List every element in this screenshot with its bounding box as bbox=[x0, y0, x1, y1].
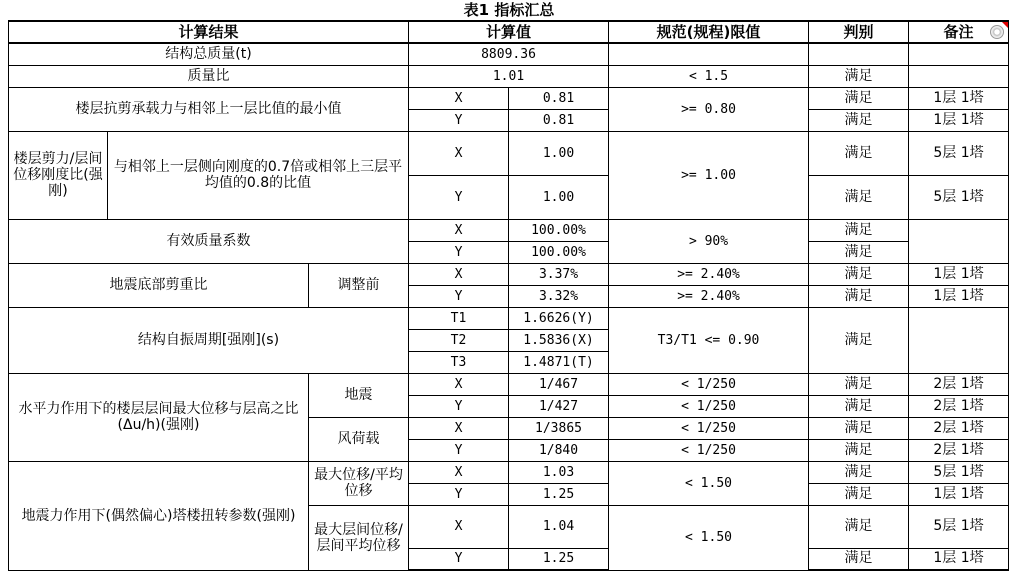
header-row bbox=[9, 21, 1009, 43]
cell-limit: < 1.5 bbox=[609, 65, 809, 87]
row-label: 楼层剪力/层间位移刚度比(强刚) bbox=[9, 131, 108, 219]
cell-limit: < 1.50 bbox=[609, 505, 809, 570]
cell-value: 1.25 bbox=[509, 548, 609, 570]
cell-judge: 满足 bbox=[809, 461, 909, 483]
cell-limit: < 1/250 bbox=[609, 395, 809, 417]
row-label: 楼层抗剪承载力与相邻上一层比值的最小值 bbox=[9, 87, 409, 131]
cell-note: 1层 1塔 bbox=[909, 483, 1009, 505]
header-value: 计算值 bbox=[409, 21, 609, 43]
cell-note: 2层 1塔 bbox=[909, 439, 1009, 461]
cell-judge: 满足 bbox=[809, 307, 909, 373]
cell-note: 1层 1塔 bbox=[909, 263, 1009, 285]
cell-dir: X bbox=[409, 87, 509, 109]
table-row bbox=[9, 461, 1009, 483]
row-label: 有效质量系数 bbox=[9, 219, 409, 263]
cell-limit: < 1/250 bbox=[609, 439, 809, 461]
cell-dir: X bbox=[409, 131, 509, 175]
cell-limit: < 1/250 bbox=[609, 373, 809, 395]
table-title: 表1 指标汇总 bbox=[463, 1, 555, 19]
cell-judge: 满足 bbox=[809, 241, 909, 263]
cell-dir: X bbox=[409, 417, 509, 439]
cell-note bbox=[909, 307, 1009, 373]
table-row bbox=[9, 263, 1009, 285]
cell-value: 1.6626(Y) bbox=[509, 307, 609, 329]
cell-dir: Y bbox=[409, 548, 509, 570]
cell-dir: X bbox=[409, 263, 509, 285]
comment-indicator-icon bbox=[1002, 22, 1008, 28]
cell-judge: 满足 bbox=[809, 548, 909, 570]
cell-note bbox=[909, 219, 1009, 263]
cell-judge: 满足 bbox=[809, 87, 909, 109]
cell-limit bbox=[609, 43, 809, 65]
row-label: 质量比 bbox=[9, 65, 409, 87]
cell-limit: > 90% bbox=[609, 219, 809, 263]
cell-dir: Y bbox=[409, 439, 509, 461]
cell-dir: Y bbox=[409, 175, 509, 219]
cell-limit: >= 2.40% bbox=[609, 285, 809, 307]
cell-judge bbox=[809, 43, 909, 65]
cell-value: 1.04 bbox=[509, 505, 609, 548]
cell-note: 5层 1塔 bbox=[909, 505, 1009, 548]
cell-limit: >= 0.80 bbox=[609, 87, 809, 131]
table-row bbox=[9, 87, 1009, 109]
table-row bbox=[9, 131, 1009, 175]
cell-value: 1.01 bbox=[409, 65, 609, 87]
cell-judge: 满足 bbox=[809, 439, 909, 461]
cell-dir: X bbox=[409, 505, 509, 548]
row-label: 地震底部剪重比 bbox=[9, 263, 309, 307]
cell-judge: 满足 bbox=[809, 395, 909, 417]
cell-note: 5层 1塔 bbox=[909, 131, 1009, 175]
header-note: 备注 bbox=[943, 22, 974, 41]
cell-dir: Y bbox=[409, 285, 509, 307]
row-sublabel: 地震 bbox=[309, 373, 409, 417]
summary-table bbox=[8, 20, 1009, 571]
cell-note: 2层 1塔 bbox=[909, 417, 1009, 439]
cell-value: 1.00 bbox=[509, 131, 609, 175]
cell-judge: 满足 bbox=[809, 417, 909, 439]
cell-value: 0.81 bbox=[509, 87, 609, 109]
cell-dir: X bbox=[409, 219, 509, 241]
cell-note: 5层 1塔 bbox=[909, 175, 1009, 219]
cell-dir: X bbox=[409, 461, 509, 483]
cell-note: 2层 1塔 bbox=[909, 395, 1009, 417]
cell-note bbox=[909, 43, 1009, 65]
cell-limit: >= 1.00 bbox=[609, 131, 809, 219]
cell-dir: T3 bbox=[409, 351, 509, 373]
cell-value: 1/467 bbox=[509, 373, 609, 395]
cell-note: 1层 1塔 bbox=[909, 87, 1009, 109]
table-row bbox=[9, 43, 1009, 65]
row-sublabel: 最大位移/平均位移 bbox=[309, 461, 409, 505]
row-sublabel: 最大层间位移/层间平均位移 bbox=[309, 505, 409, 570]
cell-value: 1.4871(T) bbox=[509, 351, 609, 373]
cell-value: 1.03 bbox=[509, 461, 609, 483]
cell-dir: T2 bbox=[409, 329, 509, 351]
cell-value: 1.25 bbox=[509, 483, 609, 505]
cell-judge: 满足 bbox=[809, 109, 909, 131]
cell-judge: 满足 bbox=[809, 505, 909, 548]
cell-value: 100.00% bbox=[509, 241, 609, 263]
cell-value: 100.00% bbox=[509, 219, 609, 241]
cell-dir: Y bbox=[409, 395, 509, 417]
cell-note: 1层 1塔 bbox=[909, 285, 1009, 307]
cell-limit: < 1/250 bbox=[609, 417, 809, 439]
cell-value: 1.5836(X) bbox=[509, 329, 609, 351]
cell-value: 3.32% bbox=[509, 285, 609, 307]
cell-value: 1/3865 bbox=[509, 417, 609, 439]
row-label: 结构自振周期[强刚](s) bbox=[9, 307, 409, 373]
header-limit: 规范(规程)限值 bbox=[609, 21, 809, 43]
cell-note: 1层 1塔 bbox=[909, 109, 1009, 131]
row-sublabel: 调整前 bbox=[309, 263, 409, 307]
header-result: 计算结果 bbox=[9, 21, 409, 43]
cell-value: 0.81 bbox=[509, 109, 609, 131]
cell-note: 1层 1塔 bbox=[909, 548, 1009, 570]
cell-dir: X bbox=[409, 373, 509, 395]
cell-note bbox=[909, 65, 1009, 87]
table-row bbox=[9, 373, 1009, 395]
cell-limit: T3/T1 <= 0.90 bbox=[609, 307, 809, 373]
cell-judge: 满足 bbox=[809, 483, 909, 505]
row-label: 水平力作用下的楼层层间最大位移与层高之比(Δu/h)(强刚) bbox=[9, 373, 309, 461]
cell-note: 2层 1塔 bbox=[909, 373, 1009, 395]
cell-judge: 满足 bbox=[809, 131, 909, 175]
cell-limit: >= 2.40% bbox=[609, 263, 809, 285]
row-label: 地震力作用下(偶然偏心)塔楼扭转参数(强刚) bbox=[9, 461, 309, 570]
cell-dir: Y bbox=[409, 241, 509, 263]
cell-judge: 满足 bbox=[809, 219, 909, 241]
cell-judge: 满足 bbox=[809, 263, 909, 285]
header-judge: 判别 bbox=[809, 21, 909, 43]
table-row bbox=[9, 219, 1009, 241]
cell-limit: < 1.50 bbox=[609, 461, 809, 505]
cell-judge: 满足 bbox=[809, 285, 909, 307]
header-note-cell bbox=[909, 21, 1009, 43]
cell-value: 1.00 bbox=[509, 175, 609, 219]
cell-note: 5层 1塔 bbox=[909, 461, 1009, 483]
cell-judge: 满足 bbox=[809, 175, 909, 219]
table-row bbox=[9, 307, 1009, 329]
cell-judge: 满足 bbox=[809, 373, 909, 395]
cell-dir: T1 bbox=[409, 307, 509, 329]
cell-value: 1/840 bbox=[509, 439, 609, 461]
cell-value: 8809.36 bbox=[409, 43, 609, 65]
row-label: 结构总质量(t) bbox=[9, 43, 409, 65]
row-sublabel: 与相邻上一层侧向刚度的0.7倍或相邻上三层平均值的0.8的比值 bbox=[108, 131, 409, 219]
cell-value: 1/427 bbox=[509, 395, 609, 417]
row-sublabel: 风荷载 bbox=[309, 417, 409, 461]
table-row bbox=[9, 65, 1009, 87]
cell-dir: Y bbox=[409, 483, 509, 505]
cell-dir: Y bbox=[409, 109, 509, 131]
cell-judge: 满足 bbox=[809, 65, 909, 87]
cell-value: 3.37% bbox=[509, 263, 609, 285]
